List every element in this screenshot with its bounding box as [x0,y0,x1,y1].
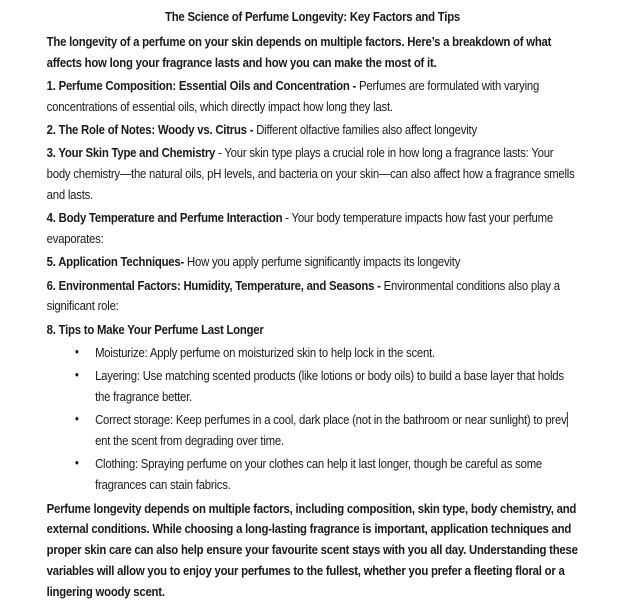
text-cursor [567,412,568,427]
section-4-text: - Your body temperature impacts how fast your perfume evaporates: [46,210,553,246]
tip-item-layering[interactable] [47,366,579,408]
section-paragraph-3[interactable] [47,143,579,205]
section-3-text: - Your skin type plays a crucial role in how long a fragrance lasts: Your body chemistry—the natural oils, pH levels, and bacteria on your skin—can also affect how a fragrance smells and lasts. [46,145,575,202]
tip-item-clothing[interactable] [47,454,579,496]
section-paragraph-1[interactable] [47,76,579,118]
document-title: The Science of Perfume Longevity: Key Factors and Tips [165,9,461,24]
section-5-label: 5. Application Techniques- [46,254,185,270]
section-5-text: How you apply perfume significantly impacts its longevity [184,254,461,270]
tip-moisturize-text: Moisturize: Apply perfume on moisturized skin to help lock in the scent. [95,344,435,360]
section-paragraph-6[interactable] [47,276,579,318]
section-1-text: Perfumes are formulated with varying concentrations of essential oils, which directly impact how long they last. [46,77,540,114]
section-1-label: 1. Perfume Composition: Essential Oils and Concentration - [46,77,360,93]
tip-clothing-text: Clothing: Spraying perfume on your clothes can help it last longer, though be careful as some fragrances can stain fabrics. [95,456,543,493]
tip-item-storage[interactable] [47,410,579,452]
tip-layering-text: Layering: Use matching scented products (like lotions or body oils) to build a base layer that holds the fragrance better. [95,368,564,405]
section-4-label: 4. Body Temperature and Perfume Interaction [46,210,283,226]
section-paragraph-4[interactable] [47,208,579,250]
tips-list [47,343,579,496]
tips-heading: 8. Tips to Make Your Perfume Last Longer [46,321,264,337]
tip-storage-text-after-caret: ent the scent from degrading over time. [95,433,284,449]
section-2-text: Different olfactive families also affect longevity [256,121,477,137]
tip-storage-text-before-caret: Correct storage: Keep perfumes in a cool, dark place (not in the bathroom or near sunlight) to prev [95,412,567,428]
intro-paragraph[interactable]: The longevity of a perfume on your skin depends on multiple factors. Here’s a breakdown of what affects how long your fragrance lasts and how you can make the most of it. [46,33,552,70]
conclusion-paragraph[interactable]: Perfume longevity depends on multiple factors, including composition, skin type, body chemistry, and external conditions. While choosing a long-lasting fragrance is important, application techniques and proper skin care can also help ensure your favourite scent stays with you all day. Understanding these variables will allow you to enjoy your perfumes to the fullest, whether you prefer a fleeting floral or a lingering woody scent. [46,500,578,599]
section-paragraph-2[interactable] [47,120,579,141]
section-6-label: 6. Environmental Factors: Humidity, Temperature, and Seasons - [46,277,384,293]
section-paragraph-5[interactable] [47,252,579,273]
tip-item-moisturize[interactable] [47,343,579,364]
section-2-label: 2. The Role of Notes: Woody vs. Citrus - [46,121,257,137]
section-6-text: Environmental conditions also play a significant role: [46,277,560,314]
section-3-label: 3. Your Skin Type and Chemistry [46,145,216,161]
